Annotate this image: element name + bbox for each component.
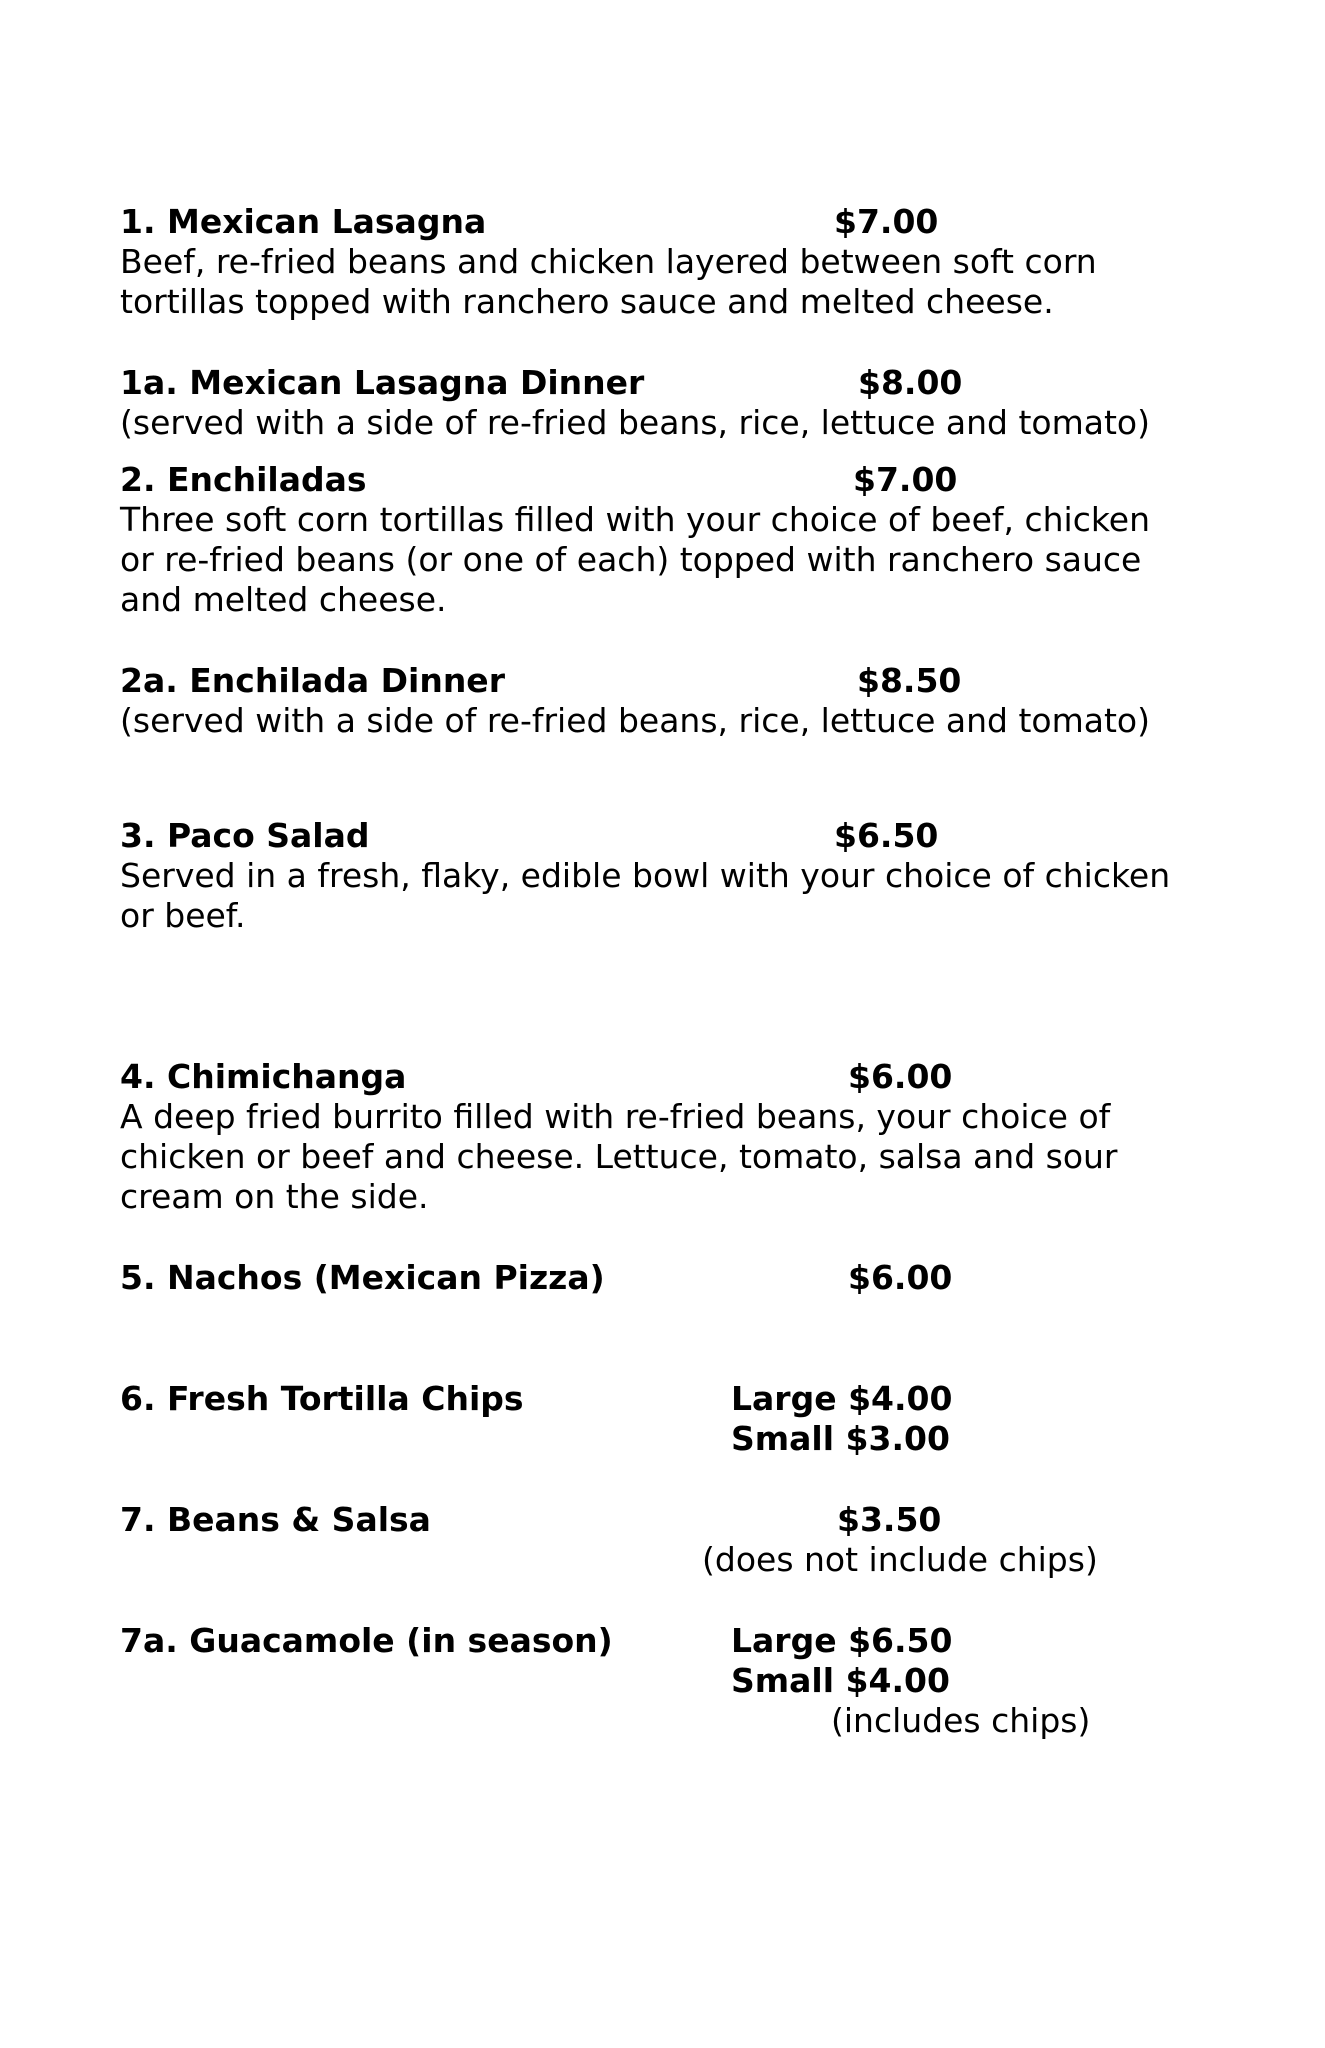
menu-item-price-small: Small $4.00 [731, 1661, 950, 1700]
menu-item-title: 3. Paco Salad [120, 816, 370, 855]
menu-item-title: 5. Nachos (Mexican Pizza) [120, 1258, 605, 1297]
menu-item-description: Three soft corn tortillas filled with your choice of beef, chicken [120, 500, 1151, 539]
menu-item-description: cream on the side. [120, 1177, 429, 1216]
menu-item-price: $6.00 [848, 1057, 953, 1096]
menu-item-description: chicken or beef and cheese. Lettuce, tomato, salsa and sour [120, 1137, 1118, 1176]
menu-item-price: $8.00 [858, 363, 963, 402]
menu-item-price: $3.50 [837, 1500, 942, 1539]
menu-item-description: Served in a fresh, flaky, edible bowl with your choice of chicken [120, 856, 1171, 895]
menu-item-title: 7a. Guacamole (in season) [120, 1621, 613, 1660]
menu-item-note: (includes chips) [831, 1701, 1091, 1740]
menu-item-price-small: Small $3.00 [731, 1419, 950, 1458]
menu-item-description: and melted cheese. [120, 580, 447, 619]
menu-item-price: $7.00 [853, 460, 958, 499]
menu-item-description: or re-fried beans (or one of each) topped with ranchero sauce [120, 540, 1142, 579]
menu-item-description: (served with a side of re-fried beans, rice, lettuce and tomato) [120, 403, 1150, 442]
menu-item-price-large: Large $6.50 [731, 1621, 953, 1660]
menu-item-description: tortillas topped with ranchero sauce and melted cheese. [120, 282, 1054, 321]
menu-item-description: Beef, re-fried beans and chicken layered between soft corn [120, 242, 1097, 281]
menu-item-title: 1. Mexican Lasagna [120, 202, 487, 241]
menu-item-title: 6. Fresh Tortilla Chips [120, 1379, 524, 1418]
menu-item-description: or beef. [120, 896, 246, 935]
menu-item-description: (served with a side of re-fried beans, rice, lettuce and tomato) [120, 701, 1150, 740]
menu-item-title: 4. Chimichanga [120, 1057, 407, 1096]
menu-item-title: 2a. Enchilada Dinner [120, 661, 505, 700]
menu-item-price: $6.50 [834, 816, 939, 855]
menu-item-price-large: Large $4.00 [731, 1379, 953, 1418]
menu-item-description: A deep fried burrito filled with re-fried beans, your choice of [120, 1097, 1111, 1136]
menu-item-price: $8.50 [857, 661, 962, 700]
menu-item-title: 7. Beans & Salsa [120, 1500, 431, 1539]
menu-item-price: $7.00 [834, 202, 939, 241]
menu-item-note: (does not include chips) [702, 1540, 1098, 1579]
menu-item-title: 1a. Mexican Lasagna Dinner [120, 363, 645, 402]
menu-item-price: $6.00 [848, 1258, 953, 1297]
menu-item-title: 2. Enchiladas [120, 460, 367, 499]
